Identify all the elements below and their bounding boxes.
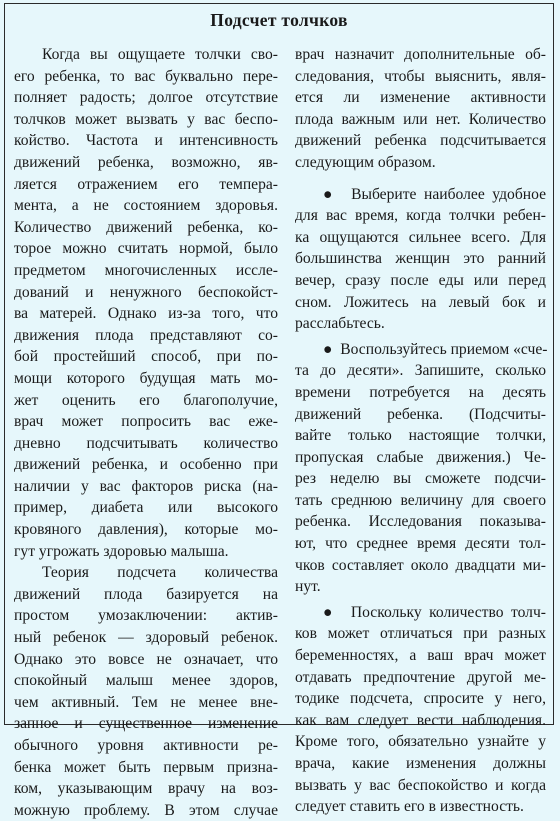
text-line: торое можно считать нормой, было [14,240,278,258]
paragraph-intro [14,44,278,562]
text-line: следования, чтобы выяснить, явля- [295,67,546,85]
text-line: движений плода базируется на [14,585,278,603]
text-line: ный ребенок — здоровый ребенок. [14,629,278,647]
text-line: врач может попросить вас еже- [14,413,278,431]
paragraph-continuation [295,44,546,174]
bullet-item-ask-doctor [295,602,546,818]
text-line: ка ощущаются сильнее всего. Для [295,228,546,246]
text-line [295,184,546,206]
text-line: мощи которого будущая мать мо- [14,369,278,387]
text-line: дневно подсчитывать количество [14,434,278,452]
text-line: чков составляет около двадцати ми- [295,556,546,574]
text-line: ребенка. Исследования показыва- [295,513,546,531]
text-line: койство. Частота и интенсивность [14,132,278,150]
bullet-text: Поскольку количество толч- [350,603,546,621]
text-line: большинства женщин это ранний [295,250,546,268]
text-line: как вам следует вести наблюдения. [295,711,546,729]
text-line: движений ребенка, и особенно при [14,456,278,474]
bullet-text: Выберите наиболее удобное [351,185,547,203]
text-line: бой простейший способ, при по- [14,348,278,366]
text-line: Количество движений ребенка, ко- [14,218,278,236]
text-line: вайте только настоящие толчки, [295,427,546,445]
bullet-item-count-to-ten [295,339,546,598]
text-line: беременностях, а ваш врач может [295,647,546,665]
spacer [295,174,546,184]
text-line: пример, диабета или высокого [14,499,278,517]
text-line: движений ребенка. (Подсчиты- [295,405,546,423]
article-title: Подсчет толчков [210,10,348,30]
text-line: спокойный малыш менее здоров, [14,672,278,690]
text-line: простом умозаключении: актив- [14,607,278,625]
bullet-icon: ● [323,340,333,358]
text-line: обычного уровня активности ре- [14,737,278,754]
text-line: движений ребенка подсчитывается [295,132,546,150]
text-line: чем активный. Тем не менее вне- [14,693,278,711]
text-line: запное и существенное изменение [14,715,278,733]
text-line: тать среднюю величину для своего [295,491,546,509]
bullet-icon: ● [323,603,336,621]
text-line: ва матерей. Однако из-за того, что [14,305,278,323]
text-line: жет оценить его благополучие, [14,391,278,409]
text-line: вечер, сразу после еды или перед [295,271,546,289]
text-line: гут угрожать здоровью малыша. [14,542,229,560]
text-line: вызвать у вас беспокойство и когда [295,776,546,794]
text-line: рез неделю вы сможете подсчи- [295,470,546,488]
bullet-text: Воспользуйтесь приемом «сче- [340,340,548,358]
text-line: ют, что среднее время десяти тол- [295,535,546,553]
text-line: сном. Ложитесь на левый бок и [295,293,546,311]
text-line: расслабьтесь. [295,315,385,333]
text-line [295,602,546,624]
bullet-icon: ● [323,185,337,203]
text-line: ется ли изменение активности [295,89,546,107]
text-line: можную проблему. В этом случае [14,801,278,819]
text-line: Однако это вовсе не означает, что [14,650,278,668]
text-line: пропуская слабые движения.) Че- [295,448,546,466]
bullet-item-choose-time [295,184,546,335]
text-line: тодике подсчета, спросите у него, [295,690,546,708]
paragraph-theory [14,562,278,821]
text-line: наличии у вас факторов риска (на- [14,477,278,495]
text-line: движения плода представляют со- [14,326,278,344]
text-line: мента, а не состоянием здоровья. [14,197,278,215]
text-line: кровяного давления), которые мо- [14,521,278,539]
text-line: врача, какие изменения должны [295,755,546,772]
text-line: его ребенка, то вас буквально пере- [14,67,278,85]
text-line: предметом многочисленных иссле- [14,261,278,279]
text-line: ляется отражением его темпера- [14,175,278,193]
text-line: дований и ненужного беспокойст- [14,283,278,301]
text-line: плода важным или нет. Количество [295,110,546,128]
text-line: Кроме того, обязательно узнайте у [295,733,546,751]
text-line: та до десяти». Запишите, сколько [295,362,546,380]
text-line: времени потребуется на десять [295,383,546,401]
text-line: полняет радость; долгое отсутствие [14,89,278,107]
text-line: следует ставить его в известность. [295,798,524,816]
text-line: для вас время, когда толчки ребен- [295,207,546,225]
right-column [295,44,546,818]
text-line: следующим образом. [295,153,436,171]
text-line: Когда вы ощущаете толчки сво- [42,46,278,63]
text-line: нут. [295,578,321,596]
text-line: движений ребенка, возможно, яв- [14,153,278,171]
text-line: толчков может вызвать у вас беспо- [14,110,278,128]
text-line: бенка может быть первым призна- [14,758,278,776]
article-box [4,3,554,819]
text-line [295,339,546,361]
text-line: ков может отличаться при разных [295,625,546,643]
text-line: ком, указывающим врачу на воз- [14,780,278,798]
text-line: Теория подсчета количества [42,564,278,582]
text-line: отдавать предпочтение другой ме- [295,668,546,686]
left-column [14,44,278,821]
text-line: врач назначит дополнительные об- [295,46,546,63]
